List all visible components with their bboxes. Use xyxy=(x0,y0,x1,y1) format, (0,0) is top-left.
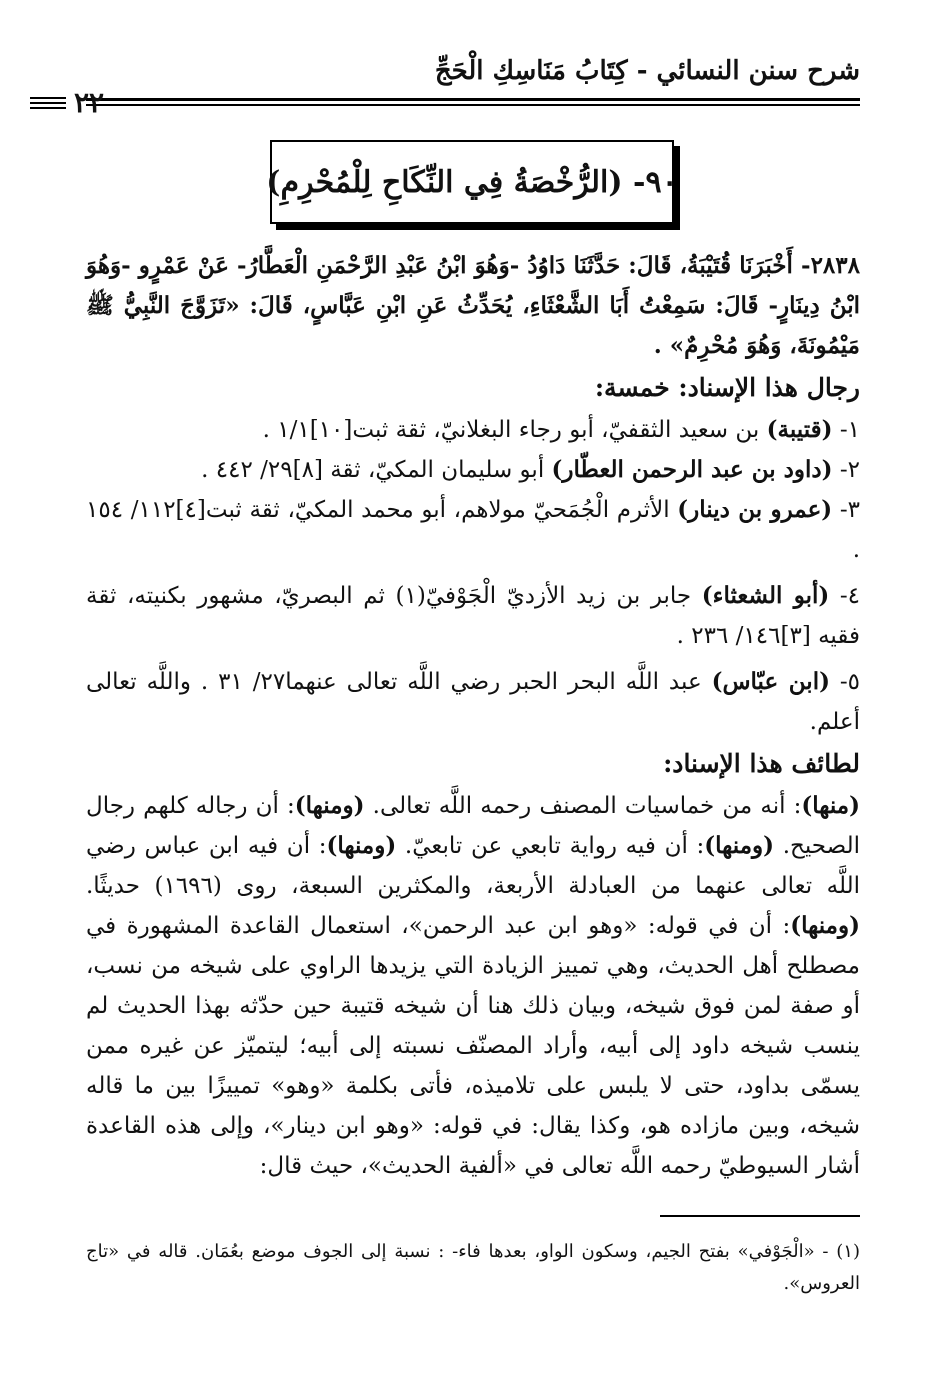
chapter-title-box xyxy=(266,140,678,224)
narrator-number: ٢- xyxy=(839,457,860,483)
lataif-marker: (ومنها) xyxy=(294,792,365,819)
narrators-heading: رجال هذا الإسناد: خمسة: xyxy=(594,373,860,402)
lataif-paragraph xyxy=(86,786,860,1186)
narrator-item xyxy=(86,450,860,490)
lataif-marker: (منها) xyxy=(801,792,861,819)
narrator-number: ٣- xyxy=(839,497,860,523)
narrator-description: الأثرم الْجُمَحيّ مولاهم، أبو محمد المكيّ، ثقة ثبت[٤]١١٢/ ١٥٤ . xyxy=(86,497,860,563)
decorative-lines xyxy=(30,94,66,112)
header-rule-thin xyxy=(86,104,860,106)
page-header xyxy=(86,48,860,108)
lataif-text: : أن رجاله كلهم رجال الصحيح. xyxy=(86,793,860,859)
narrator-item xyxy=(86,576,860,656)
narrator-name: (ابن عبّاس) xyxy=(711,668,830,695)
header-rule xyxy=(86,98,860,101)
running-title: شرح سنن النسائي - كِتَابُ مَنَاسِكِ الْحَجِّ xyxy=(434,56,860,86)
narrator-description: أبو سليمان المكيّ، ثقة [٨]٢٩/ ٤٤٢ . xyxy=(201,457,545,483)
narrator-item xyxy=(86,410,860,450)
footnote-separator xyxy=(660,1215,860,1217)
lataif-marker: (ومنها) xyxy=(704,832,775,859)
lataif-text: : أن في قوله: «وهو ابن عبد الرحمن»، استعمال القاعدة المشهورة في مصطلح أهل الحديث، وهي تمييز الزيادة التي يزيدها الراوي على شيخه من نسب، أو صفة لمن فوق شيخه، وبيان ذلك هنا أن شيخه قتيبة حين حدّثه بهذا الحديث لم ينسب شيخه داود إلى أبيه، وأراد المصنّف نسبته إلى أبيه؛ ليتميّز عن غيره ممن يسمّى بداود، حتى لا يلبس على تلاميذه، فأتى بكلمة «وهو» تمييزًا بين ما قاله شيخه، وبين مازاده هو، وكذا يقال: في قوله: «وهو ابن دينار»، وإلى هذه القاعدة أشار السيوطيّ رحمه اللَّه تعالى في «ألفية الحديث»، حيث قال: xyxy=(86,913,860,1179)
lataif-text: : أنه من خماسيات المصنف رحمه اللَّه تعالى. xyxy=(372,793,802,819)
hadith-text: ٢٨٣٨- أَخْبَرَنَا قُتَيْبَةُ، قَالَ: حَدَّثَنَا دَاوُدُ -وَهُوَ ابْنُ عَبْدِ الرَّحْمَنِ الْعَطَّارُ- عَنْ عَمْرٍو -وَهُوَ ابْنُ دِينَارٍ- قَالَ: سَمِعْتُ أَبَا الشَّعْثَاءِ، يُحَدِّثُ عَنِ ابْنِ عَبَّاسٍ، قَالَ: «تَزَوَّجَ النَّبِيُّ ﷺ مَيْمُونَةَ، وَهُوَ مُحْرِمٌ» . xyxy=(86,252,860,359)
footnote: (١) - «الْجَوْفي» بفتح الجيم، وسكون الواو، بعدها فاء- : نسبة إلى الجوف موضع بعُمَان. قاله في «تاج العروس». xyxy=(86,1241,860,1294)
narrator-name: (عمرو بن دينار) xyxy=(677,496,833,523)
page-number: ٢٢ xyxy=(74,86,105,119)
narrator-description: بن سعيد الثقفيّ، أبو رجاء البغلانيّ، ثقة ثبت[١٠]١/١ . xyxy=(262,417,760,443)
chapter-title: ٩٠- (الرُّخْصَةُ فِي النِّكَاحِ لِلْمُحْرِمِ) xyxy=(266,164,678,200)
narrator-item xyxy=(86,662,860,742)
lataif-marker: (ومنها) xyxy=(790,912,860,939)
narrator-description: جابر بن زيد الأزديّ الْجَوْفيّ(١) ثم البصريّ، مشهور بكنيته، ثقة فقيه [٣]١٤٦/ ٢٣٦ . xyxy=(86,583,860,649)
lataif-heading: لطائف هذا الإسناد: xyxy=(663,749,860,778)
lataif-marker: (ومنها) xyxy=(326,832,397,859)
main-content xyxy=(86,246,860,1186)
narrator-number: ١- xyxy=(839,417,860,443)
narrator-number: ٥- xyxy=(839,669,860,695)
narrator-number: ٤- xyxy=(839,583,860,609)
narrator-name: (قتيبة) xyxy=(766,416,833,443)
narrator-item xyxy=(86,490,860,570)
page-number-block xyxy=(30,86,104,119)
narrator-description: عبد اللَّه البحر الحبر رضي اللَّه تعالى عنهما٢٧/ ٣١ . واللَّه تعالى أعلم. xyxy=(86,669,860,735)
narrator-name: (أبو الشعثاء) xyxy=(701,582,830,609)
lataif-text: : أن فيه رواية تابعي عن تابعيّ. xyxy=(404,833,705,859)
narrator-name: (داود بن عبد الرحمن العطّار) xyxy=(551,456,833,483)
lataif-text: : أن فيه ابن عباس رضي اللَّه تعالى عنهما من العبادلة الأربعة، والمكثرين السبعة، روى (١٦٩٦) حديثًا. xyxy=(86,833,860,899)
